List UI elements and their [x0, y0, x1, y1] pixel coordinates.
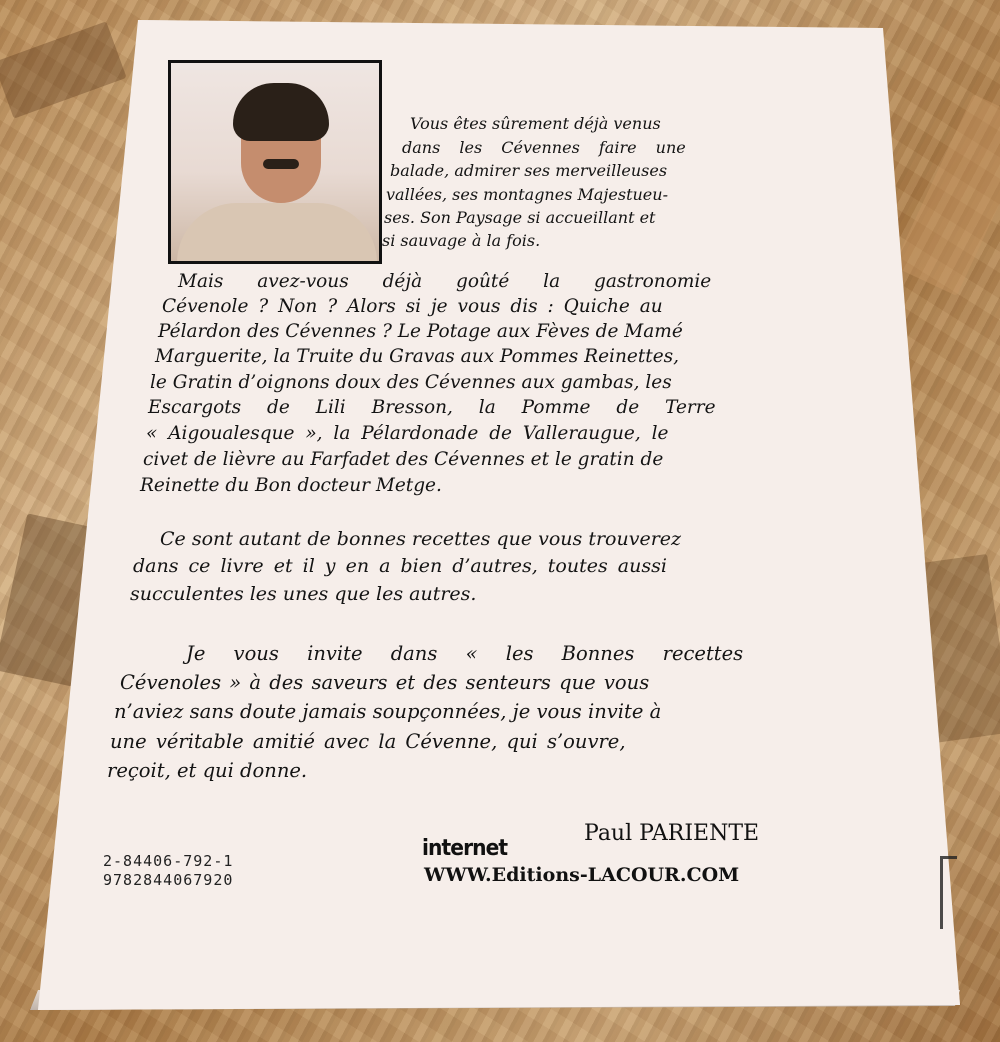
author-photo — [168, 60, 382, 264]
isbn-10: 2-84406-792-1 — [103, 852, 234, 870]
invitation-line: reçoit, et qui donne. — [107, 759, 308, 782]
books-line: dans ce livre et il y en a bien d’autres, toutes aussi — [133, 555, 667, 577]
intro-line: ses. Son Paysage si accueillant et — [384, 208, 656, 227]
invitation-line: Cévenoles » à des saveurs et des senteurs que vous — [120, 671, 650, 694]
recipes-line: le Gratin d’oignons doux des Cévennes aux gambas, les — [150, 372, 672, 393]
recipes-line: civet de lièvre au Farfadet des Cévennes et le gratin de — [143, 449, 664, 470]
isbn-13: 9782844067920 — [103, 871, 234, 889]
isbn-block — [103, 852, 233, 890]
intro-line: dans les Cévennes faire une — [402, 138, 686, 157]
intro-line: vallées, ses montagnes Majestueu- — [386, 185, 668, 204]
wood-chip — [893, 94, 1000, 296]
publisher-website: WWW.Editions-LACOUR.COM — [424, 864, 740, 886]
recipes-line: « Aigoualesque », la Pélardonade de Valleraugue, le — [146, 423, 669, 444]
wood-chip — [0, 21, 127, 118]
intro-line: Vous êtes sûrement déjà venus — [410, 114, 661, 133]
recipes-line: Pélardon des Cévennes ? Le Potage aux Fèves de Mamé — [158, 321, 683, 342]
invitation-line: une véritable amitié avec la Cévenne, qui s’ouvre, — [110, 730, 626, 753]
recipes-line: Reinette du Bon docteur Metge. — [140, 475, 442, 496]
invitation-line: n’aviez sans doute jamais soupçonnées, je vous invite à — [114, 700, 662, 723]
spine-mark — [940, 856, 957, 929]
author-name: Paul PARIENTE — [584, 821, 760, 846]
books-line: Ce sont autant de bonnes recettes que vous trouverez — [160, 528, 682, 550]
recipes-line: Cévenole ? Non ? Alors si je vous dis : Quiche au — [162, 296, 663, 317]
recipes-line: Escargots de Lili Bresson, la Pomme de Terre — [148, 397, 716, 418]
invitation-line: Je vous invite dans « les Bonnes recettes — [186, 642, 744, 665]
recipes-line: Mais avez-vous déjà goûté la gastronomie — [178, 271, 712, 292]
intro-line: balade, admirer ses merveilleuses — [390, 161, 668, 180]
books-line: succulentes les unes que les autres. — [130, 583, 477, 605]
internet-label: internet — [422, 836, 508, 861]
intro-line: si sauvage à la fois. — [382, 231, 541, 250]
recipes-line: Marguerite, la Truite du Gravas aux Pommes Reinettes, — [155, 346, 680, 367]
